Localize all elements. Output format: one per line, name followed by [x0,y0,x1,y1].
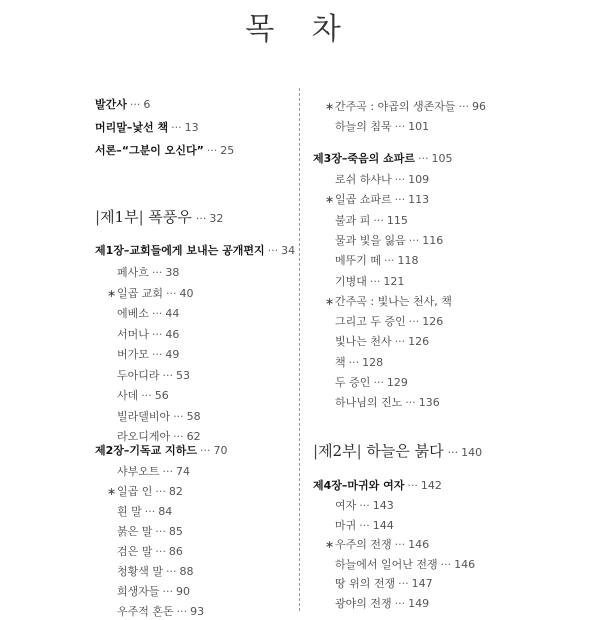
toc-sub-entry [325,99,486,115]
toc-entry-label: 기병대 [335,274,367,288]
toc-sub-entry [117,327,179,343]
leader-dots: ··· [398,577,409,590]
toc-sub-entry [325,294,452,310]
leader-dots: ··· [458,100,469,113]
toc-entry-page: 118 [397,254,419,268]
toc-entry-label: 물과 빛을 잃음 [335,233,406,247]
toc-entry-page: 86 [168,545,183,558]
part-page: 32 [209,212,224,225]
toc-entry-page: 147 [411,577,433,590]
page-title: 목 차 [245,12,355,47]
toc-entry-page: 113 [408,193,430,207]
toc-entry-label: 청황색 말 [117,565,164,578]
column-divider [299,88,300,611]
leader-dots: ··· [405,396,416,410]
toc-entry-label: 빛나는 천사 [335,335,392,349]
toc-sub-entry [117,524,183,540]
leader-dots: ··· [384,254,395,268]
toc-entry-page: 13 [184,121,199,134]
leader-dots: ··· [394,335,406,349]
toc-sub-entry [335,233,443,249]
toc-sub-entry [335,395,440,411]
toc-entry-label: 일곱 교회 [117,286,164,300]
toc-entry-label: 메뚜기 떼 [335,254,382,268]
toc-sub-entry [117,604,204,620]
toc-entry-label: 머리말–낯선 책 [95,121,169,134]
leader-dots: ··· [359,518,370,532]
leader-dots: ··· [162,585,174,598]
toc-entry-page: 58 [186,409,201,423]
toc-entry-label: 붉은 말 [117,525,153,538]
part-page: 140 [461,446,483,459]
toc-entry-page: 90 [176,585,191,598]
toc-entry-label: 빌라델비아 [117,409,171,423]
leader-dots: ··· [394,596,406,610]
toc-entry-label: 로쉬 하샤나 [335,173,392,186]
toc-entry-label: 에베소 [117,307,149,320]
toc-entry-label: 페사흐 [117,266,149,279]
leader-dots: ··· [155,545,166,558]
toc-entry-label: 땅 위의 전쟁 [335,577,396,590]
star-icon: ∗ [107,286,117,300]
leader-dots: ··· [166,286,177,300]
toc-entry-label: 희생자들 [117,585,160,598]
toc-front-entry [95,97,150,113]
toc-entry-page: 143 [372,499,394,512]
toc-entry-label: 일곱 인 [117,485,153,498]
toc-entry-page: 85 [168,525,183,538]
toc-entry-page: 93 [190,605,205,618]
toc-entry-page: 88 [179,565,194,578]
leader-dots: ··· [373,213,384,227]
leader-dots: ··· [200,444,211,457]
toc-entry-page: 146 [408,538,430,551]
toc-sub-entry [107,286,194,302]
toc-entry-label: 우주적 혼돈 [117,605,174,618]
toc-entry-label: 검은 말 [117,545,153,558]
toc-entry-label: 서머나 [117,327,149,341]
toc-entry-page: 105 [431,152,453,165]
toc-sub-entry [117,265,179,281]
leader-dots: ··· [166,565,177,578]
toc-sub-entry [335,557,475,573]
toc-sub-entry [335,253,419,269]
leader-dots: ··· [141,389,152,402]
toc-sub-entry [325,192,429,208]
toc-entry-label: 흰 말 [117,505,142,518]
toc-part-heading [313,440,482,461]
leader-dots: ··· [171,121,182,134]
leader-dots: ··· [144,505,156,518]
toc-sub-entry [117,564,194,580]
toc-entry-page: 144 [372,518,394,532]
toc-entry-label: 두아디라 [117,368,160,382]
toc-sub-entry [117,368,190,384]
leader-dots: ··· [162,465,174,478]
part-bar-left: | [95,208,101,226]
leader-dots: ··· [394,538,406,551]
toc-sub-entry [335,576,433,592]
toc-front-entry [95,120,199,136]
toc-entry-page: 62 [186,430,201,443]
star-icon: ∗ [325,193,335,207]
toc-entry-label: 마귀 [335,518,357,532]
toc-sub-entry [335,596,429,612]
toc-sub-entry [117,544,183,560]
toc-chapter-entry [95,443,228,459]
leader-dots: ··· [267,244,279,257]
toc-entry-label: 간주곡 : 빛나는 천사, 책 [335,294,452,308]
star-icon: ∗ [325,538,335,551]
toc-entry-page: 84 [158,505,173,518]
toc-entry-page: 49 [165,348,180,361]
toc-entry-label: 여자 [335,499,357,512]
toc-sub-entry [117,504,172,520]
toc-entry-page: 149 [408,596,430,610]
leader-dots: ··· [373,376,384,389]
toc-sub-entry [335,375,408,391]
leader-dots: ··· [348,355,360,369]
leader-dots: ··· [155,525,166,538]
toc-sub-entry [335,172,429,188]
toc-entry-label: 라오디게아 [117,430,171,443]
toc-entry-label: 샤부오트 [117,465,160,478]
leader-dots: ··· [408,315,420,329]
toc-sub-entry [335,355,383,371]
toc-entry-page: 40 [179,286,194,300]
toc-sub-entry [335,213,408,229]
toc-entry-label: 하늘의 침묵 [335,120,392,133]
leader-dots: ··· [394,173,406,186]
toc-sub-entry [325,537,429,553]
leader-dots: ··· [206,144,218,157]
toc-entry-page: 34 [281,244,296,257]
toc-entry-page: 25 [220,144,235,157]
leader-dots: ··· [151,266,163,279]
toc-entry-page: 38 [165,266,180,279]
leader-dots: ··· [173,409,184,423]
star-icon: ∗ [325,294,335,308]
part-bar-right: | [138,208,149,226]
leader-dots: ··· [155,485,166,498]
toc-sub-entry [335,119,429,135]
leader-dots: ··· [162,368,174,382]
leader-dots: ··· [408,233,420,247]
toc-sub-entry [117,584,190,600]
star-icon: ∗ [325,100,335,113]
leader-dots: ··· [151,348,163,361]
toc-entry-page: 74 [176,465,191,478]
leader-dots: ··· [173,430,184,443]
toc-entry-page: 44 [165,307,180,320]
leader-dots: ··· [151,307,163,320]
toc-entry-label: 광야의 전쟁 [335,596,392,610]
toc-entry-page: 6 [143,98,151,111]
toc-entry-label: 사데 [117,389,139,402]
toc-sub-entry [117,388,169,404]
toc-sub-entry [335,314,443,330]
part-label: 제2부 [318,442,357,460]
toc-entry-page: 136 [418,396,440,410]
toc-entry-page: 128 [362,355,384,369]
toc-entry-label: 제1장–교회들에게 보내는 공개편지 [95,244,265,257]
leader-dots: ··· [440,557,452,571]
leader-dots: ··· [407,479,418,492]
toc-entry-page: 101 [408,120,430,133]
toc-sub-entry [117,347,179,363]
toc-entry-label: 제4장–마귀와 여자 [313,479,405,492]
toc-sub-entry [335,518,394,534]
toc-entry-page: 115 [386,213,408,227]
toc-part-heading [95,206,223,227]
toc-entry-page: 126 [422,315,444,329]
leader-dots: ··· [394,193,406,207]
leader-dots: ··· [369,274,381,288]
toc-entry-page: 142 [420,479,442,492]
leader-dots: ··· [359,499,370,512]
leader-dots: ··· [129,98,141,111]
toc-entry-page: 109 [408,173,430,186]
toc-entry-page: 82 [168,485,183,498]
toc-entry-page: 126 [408,335,430,349]
toc-entry-label: 버가모 [117,348,149,361]
leader-dots: ··· [394,120,406,133]
toc-front-entry [95,143,234,159]
leader-dots: ··· [195,212,207,225]
toc-entry-label: 하늘에서 일어난 전쟁 [335,557,438,571]
part-bar-right: | [356,442,367,460]
toc-sub-entry [117,409,201,425]
part-label: 제1부 [100,208,139,226]
toc-chapter-entry [313,151,453,167]
leader-dots: ··· [418,152,429,165]
toc-entry-label: 그리고 두 증인 [335,315,406,329]
toc-entry-label: 간주곡 : 야곱의 생존자들 [335,100,456,113]
toc-chapter-entry [313,478,442,494]
leader-dots: ··· [176,605,188,618]
leader-dots: ··· [151,327,163,341]
toc-entry-page: 96 [471,100,486,113]
toc-entry-label: 하나님의 진노 [335,396,403,410]
toc-sub-entry [335,334,429,350]
toc-sub-entry [335,498,394,514]
toc-sub-entry [335,274,404,290]
toc-entry-label: 서론–“그분이 오신다” [95,144,204,157]
toc-entry-page: 56 [154,389,169,402]
star-icon: ∗ [107,485,117,498]
toc-sub-entry [107,484,183,500]
toc-entry-label: 두 증인 [335,376,371,389]
toc-entry-label: 일곱 쇼파르 [335,193,392,207]
toc-entry-page: 129 [386,376,408,389]
toc-entry-page: 116 [422,233,444,247]
leader-dots: ··· [447,446,459,459]
toc-entry-label: 제2장–기독교 지하드 [95,444,197,457]
part-name: 하늘은 붉다 [366,442,444,460]
part-name: 폭풍우 [148,208,192,226]
part-bar-left: | [313,442,319,460]
toc-entry-label: 제3장–죽음의 쇼파르 [313,152,415,165]
toc-entry-label: 책 [335,355,346,369]
toc-entry-label: 우주의 전쟁 [335,538,392,551]
toc-chapter-entry [95,243,295,259]
toc-entry-page: 46 [165,327,180,341]
toc-entry-page: 146 [454,557,476,571]
toc-entry-label: 불과 피 [335,213,371,227]
toc-entry-page: 121 [383,274,405,288]
toc-entry-page: 53 [176,368,191,382]
toc-entry-page: 70 [213,444,228,457]
toc-sub-entry [117,306,179,322]
toc-sub-entry [117,464,190,480]
toc-entry-label: 발간사 [95,98,127,111]
